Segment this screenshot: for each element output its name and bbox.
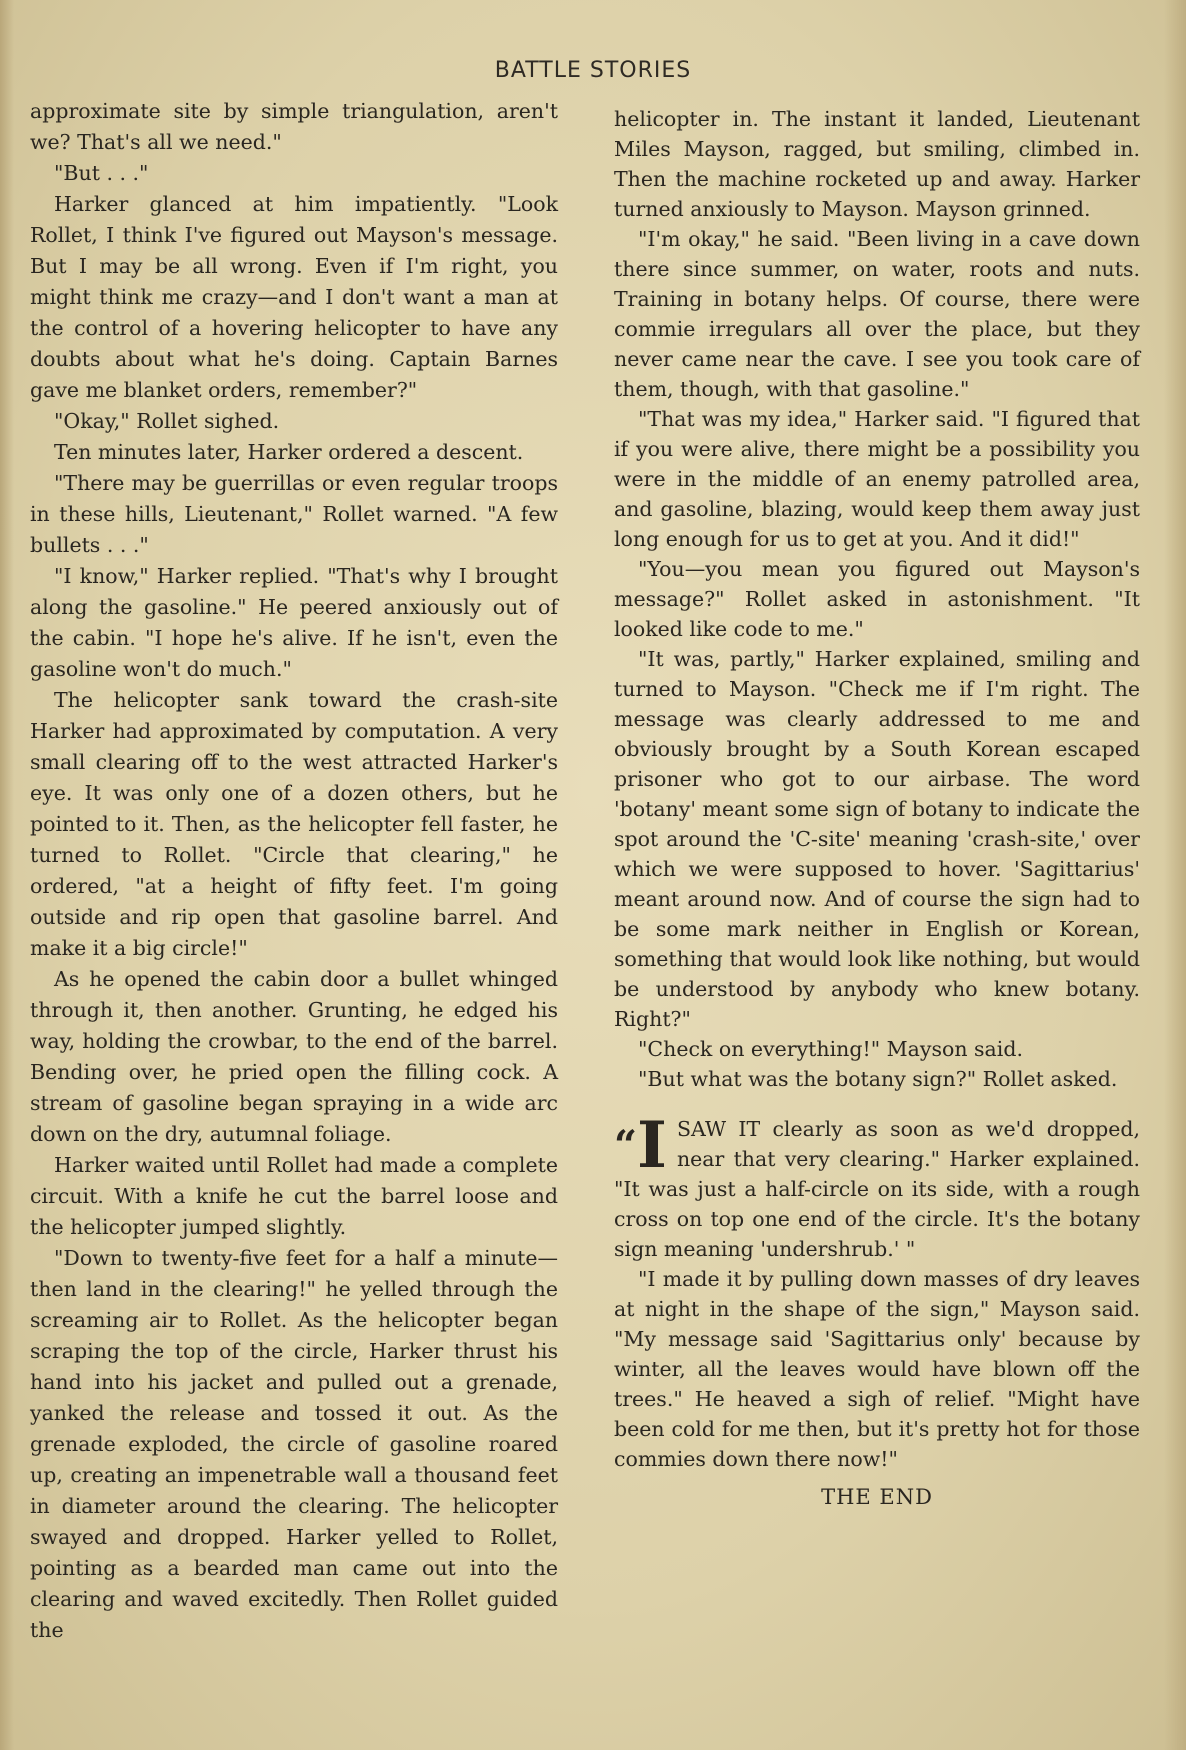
paragraph: "But . . .": [54, 161, 149, 185]
paragraph: "Check on everything!" Mayson said.: [638, 1037, 1023, 1061]
page-shadow-right: [1164, 0, 1186, 1750]
the-end: THE END: [821, 1485, 933, 1509]
paragraph: As he opened the cabin door a bullet whinged through it, then another. Grunting, he edged his way, holding the crowbar, to the end of the barrel. Bending over, he pried open the filling cock. A stream of gasoline began spraying in a wide arc down on the dry, autumnal foliage.: [30, 967, 558, 1146]
paragraph: "But what was the botany sign?" Rollet asked.: [638, 1067, 1118, 1091]
left-column: [30, 96, 558, 1646]
paragraph: "You—you mean you figured out Mayson's message?" Rollet asked in astonishment. "It looked like code to me.": [614, 557, 1140, 641]
paragraph: Harker glanced at him impatiently. "Look Rollet, I think I've figured out Mayson's message. But I may be all wrong. Even if I'm right, you might think me crazy—and I don't want a man at the control of a hovering helicopter to have any doubts about what he's doing. Captain Barnes gave me blanket orders, remember?": [30, 192, 558, 402]
paragraph: "Down to twenty-five feet for a half a minute—then land in the clearing!" he yelled through the screaming air to Rollet. As the helicopter began scraping the top of the circle, Harker thrust his hand into his jacket and pulled out a grenade, yanked the release and tossed it out. As the grenade exploded, the circle of gasoline roared up, creating an impenetrable wall a thousand feet in diameter around the clearing. The helicopter swayed and dropped. Harker yelled to Rollet, pointing as a bearded man came out into the clearing and waved excitedly. Then Rollet guided the: [30, 1246, 558, 1642]
paragraph: "It was, partly," Harker explained, smiling and turned to Mayson. "Check me if I'm right. The message was clearly addressed to me and obviously brought by a South Korean escaped prisoner who got to our airbase. The word 'botany' meant some sign of botany to indicate the spot around the 'C-site' meaning 'crash-site,' over which we were supposed to hover. 'Sagittarius' meant around now. And of course the sign had to be some mark neither in English or Korean, something that would look like nothing, but would be understood by anybody who knew botany. Right?": [614, 647, 1140, 1031]
dropcap-paragraph: [614, 1108, 1140, 1264]
paragraph: Harker waited until Rollet had made a complete circuit. With a knife he cut the barrel loose and the helicopter jumped slightly.: [30, 1153, 558, 1239]
paragraph: Ten minutes later, Harker ordered a descent.: [54, 440, 524, 464]
section-break: [614, 1094, 1140, 1114]
right-column: [614, 104, 1140, 1512]
paragraph: "There may be guerrillas or even regular troops in these hills, Lieutenant," Rollet warned. "A few bullets . . .": [30, 471, 558, 557]
paragraph: helicopter in. The instant it landed, Lieutenant Miles Mayson, ragged, but smiling, climbed in. Then the machine rocketed up and away. Harker turned anxiously to Mayson. Mayson grinned.: [614, 107, 1140, 221]
dropcap-quote: “: [614, 1122, 638, 1169]
paragraph: The helicopter sank toward the crash-site Harker had approximated by computation. A very small clearing off to the west attracted Harker's eye. It was only one of a dozen others, but he pointed to it. Then, as the helicopter fell faster, he turned to Rollet. "Circle that clearing," he ordered, "at a height of fifty feet. I'm going outside and rip open that gasoline barrel. And make it a big circle!": [30, 688, 558, 960]
paragraph: approximate site by simple triangulation, aren't we? That's all we need.": [30, 99, 558, 154]
paragraph: "That was my idea," Harker said. "I figured that if you were alive, there might be a possibility you were in the middle of an enemy patrolled area, and gasoline, blazing, would keep them away just long enough for us to get at you. And it did!": [614, 407, 1140, 551]
paragraph: "I made it by pulling down masses of dry leaves at night in the shape of the sign," Mayson said. "My message said 'Sagittarius only' because by winter, all the leaves would have blown off the trees." He heaved a sigh of relief. "Might have been cold for me then, but it's pretty hot for those commies down there now!": [614, 1267, 1140, 1471]
paragraph: "Okay," Rollet sighed.: [54, 409, 280, 433]
paragraph: "I know," Harker replied. "That's why I brought along the gasoline." He peered anxiously out of the cabin. "I hope he's alive. If he isn't, even the gasoline won't do much.": [30, 564, 558, 681]
dropcap: [614, 1108, 667, 1183]
dropcap-text: SAW IT clearly as soon as we'd dropped, near that very clearing." Harker explained. "It was just a half-circle on its side, with a rough cross on top one end of the circle. It's the botany sign meaning 'undershrub.' ": [614, 1117, 1140, 1261]
page-shadow-left: [0, 0, 14, 1750]
paragraph: "I'm okay," he said. "Been living in a cave down there since summer, on water, roots and nuts. Training in botany helps. Of course, there were commie irregulars all over the place, but they never came near the cave. I see you took care of them, though, with that gasoline.": [614, 227, 1140, 401]
page-header: BATTLE STORIES: [494, 58, 692, 83]
dropcap-letter: I: [637, 1108, 667, 1183]
